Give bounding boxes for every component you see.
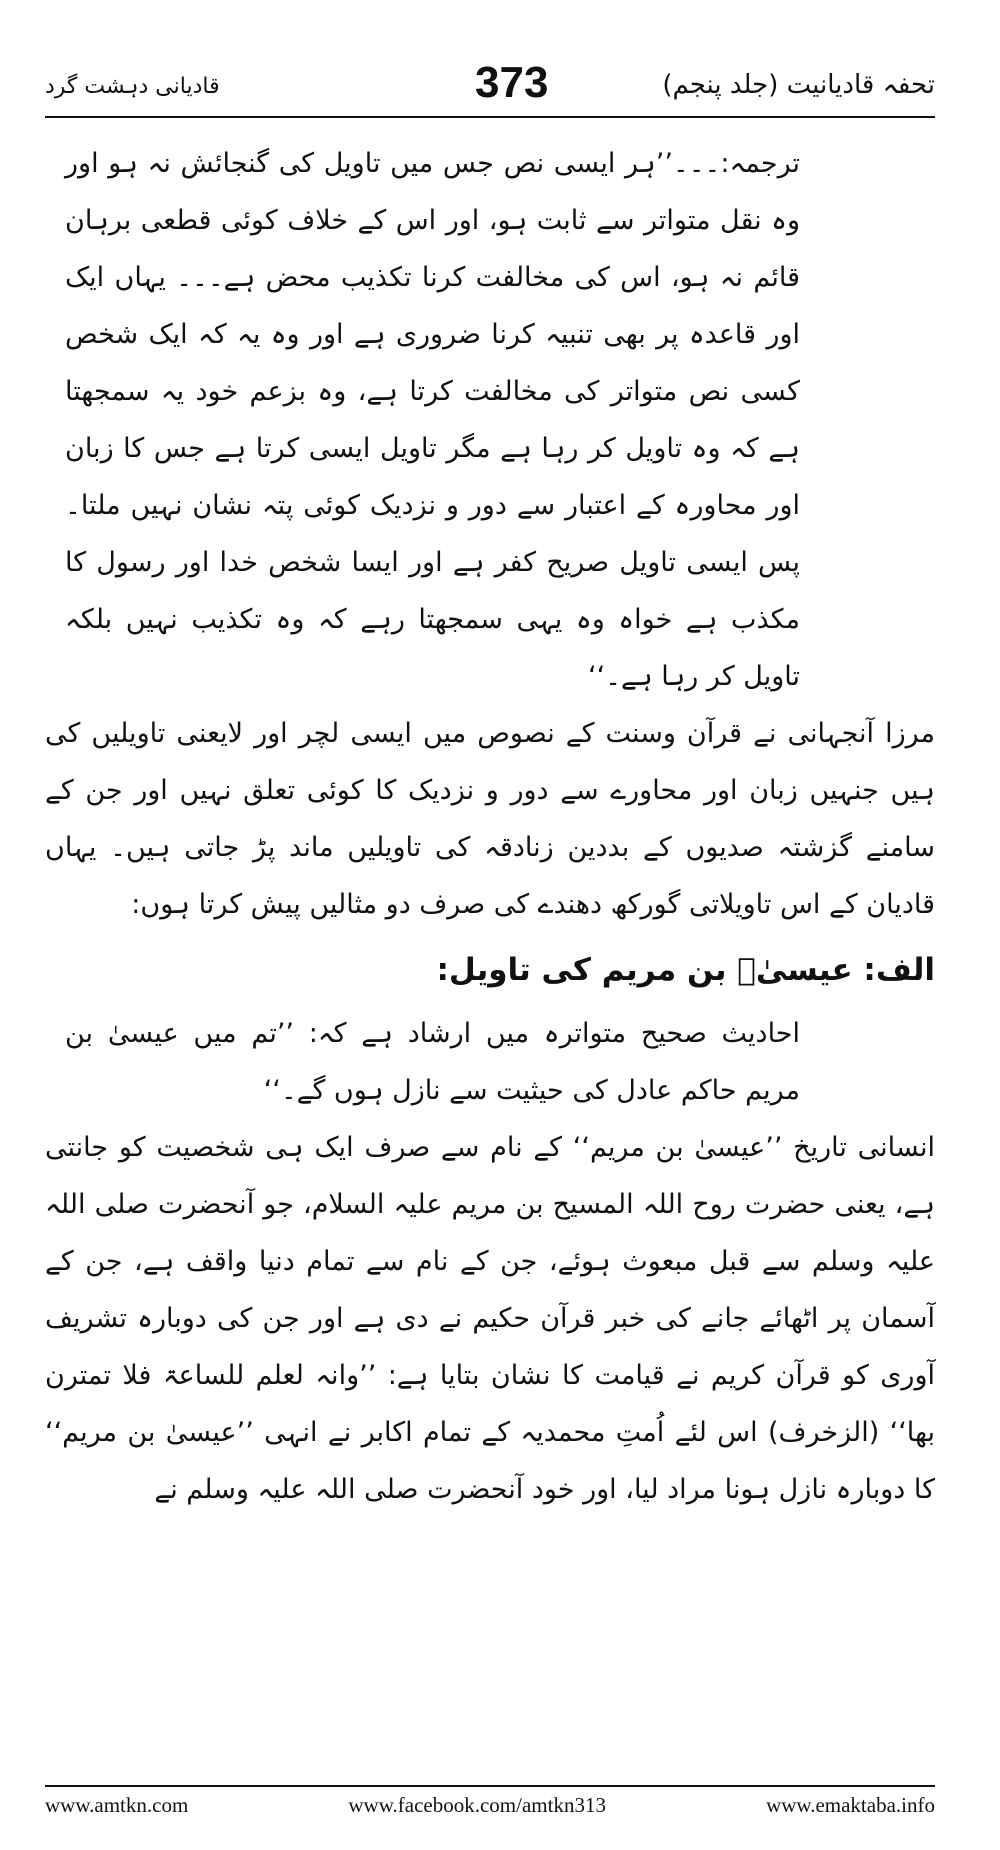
page-footer xyxy=(45,1785,935,1818)
translation-quote: ترجمہ:۔۔۔’’ہر ایسی نص جس میں تاویل کی گنجائش نہ ہو اور وہ نقل متواتر سے ثابت ہو، اور اس کے خلاف کوئی قطعی برہان قائم نہ ہو، اس کی مخالفت کرنا تکذیب محض ہے۔۔۔ یہاں ایک اور قاعدہ پر بھی تنبیہ کرنا ضروری ہے اور وہ یہ کہ ایک شخص کسی نص متواتر کی مخالفت کرتا ہے، وہ بزعم خود یہ سمجھتا ہے کہ وہ تاویل کر رہا ہے مگر تاویل ایسی کرتا ہے جس کا زبان اور محاورہ کے اعتبار سے دور و نزدیک کوئی پتہ نشان نہیں ملتا۔ پس ایسی تاویل صریح کفر ہے اور ایسا شخص خدا اور رسول کا مکذب ہے خواہ وہ یہی سمجھتا رہے کہ وہ تکذیب نہیں بلکہ تاویل کر رہا ہے۔‘‘ xyxy=(65,148,800,692)
page-body xyxy=(45,135,935,1518)
footer-link-amtkn[interactable]: www.amtkn.com xyxy=(45,1793,189,1817)
section-title: قادیانی دہشت گرد xyxy=(45,74,220,99)
page-number: 373 xyxy=(475,58,549,107)
footer-link-facebook[interactable]: www.facebook.com/amtkn313 xyxy=(348,1793,606,1817)
body-paragraph: مرزا آنجہانی نے قرآن وسنت کے نصوص میں ایسی لچر اور لایعنی تاویلیں کی ہیں جنہیں زبان اور محاورے سے دور و نزدیک کا کوئی تعلق نہیں اور جن کے سامنے گزشتہ صدیوں کے بددین زنادقہ کی تاویلیں ماند پڑ جاتی ہیں۔ یہاں قادیان کے اس تاویلاتی گورکھ دھندے کی صرف دو مثالیں پیش کرتا ہوں: xyxy=(45,718,935,920)
section-heading: الف: عیسیٰؑ بن مریم کی تاویل: xyxy=(436,952,935,988)
book-title: تحفہ قادیانیت (جلد پنجم) xyxy=(662,70,935,100)
page-header xyxy=(45,60,935,118)
hadith-quote: احادیث صحیح متواترہ میں ارشاد ہے کہ: ’’تم میں عیسیٰ بن مریم حاکم عادل کی حیثیت سے نازل ہوں گے۔‘‘ xyxy=(65,1018,800,1106)
footer-link-emaktaba[interactable]: www.emaktaba.info xyxy=(766,1793,935,1817)
body-paragraph: انسانی تاریخ ’’عیسیٰ بن مریم‘‘ کے نام سے صرف ایک ہی شخصیت کو جانتی ہے، یعنی حضرت روح اللہ المسیح بن مریم علیہ السلام، جو آنحضرت صلی اللہ علیہ وسلم سے قبل مبعوث ہوئے، جن کے نام سے تمام دنیا واقف ہے، جن کے آسمان پر اٹھائے جانے کی خبر قرآن حکیم نے دی ہے اور جن کی دوبارہ تشریف آوری کو قرآن کریم نے قیامت کا نشان بتایا ہے: ’’وانہ لعلم للساعۃ فلا تمترن بھا‘‘ (الزخرف) اس لئے اُمتِ محمدیہ کے تمام اکابر نے انہی ’’عیسیٰ بن مریم‘‘ کا دوبارہ نازل ہونا مراد لیا، اور خود آنحضرت صلی اللہ علیہ وسلم نے xyxy=(45,1132,935,1505)
